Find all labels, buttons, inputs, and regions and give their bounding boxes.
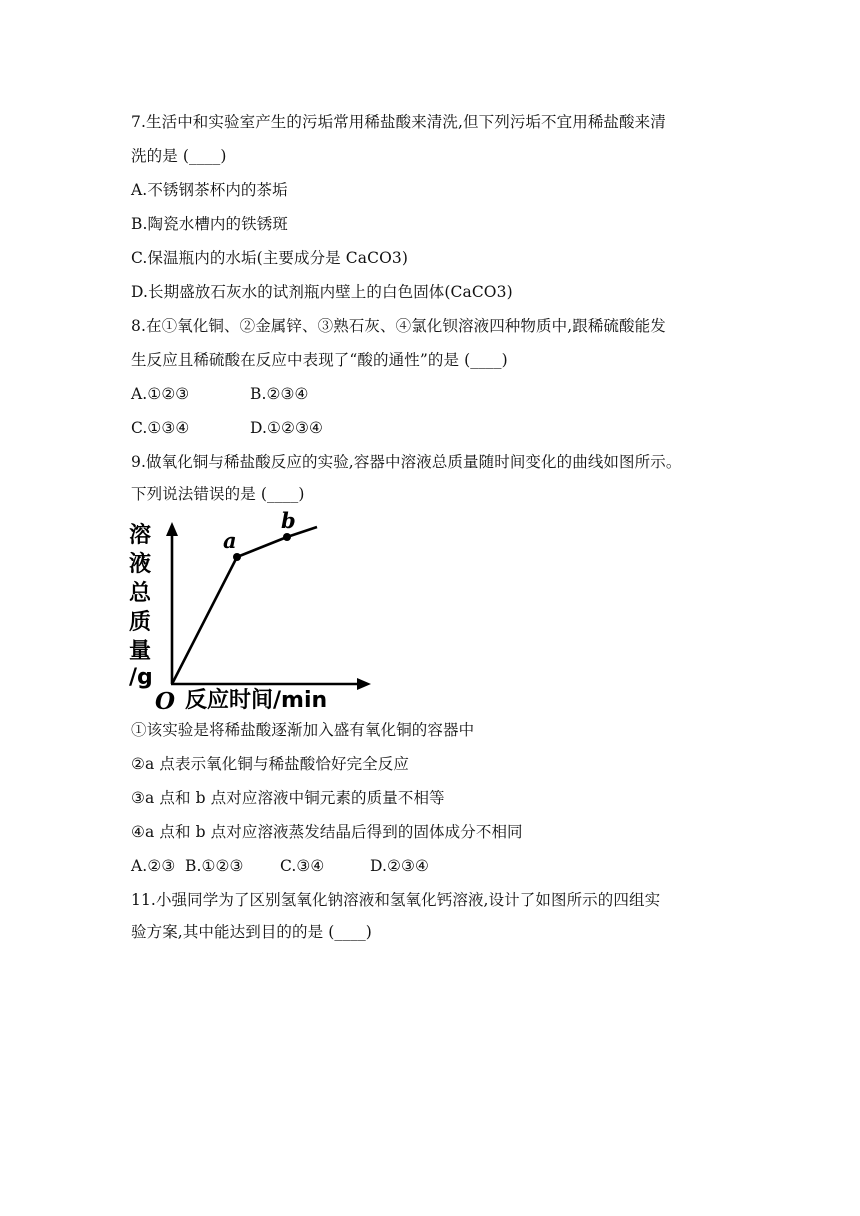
q8-option-c: C.①③④ <box>131 419 190 437</box>
q11-stem-line2: 验方案,其中能达到目的的是 (____) <box>131 923 372 941</box>
point-a <box>233 553 241 561</box>
y-label-char: 量 <box>129 639 152 664</box>
q9-option-d: D.②③④ <box>370 857 429 875</box>
q7-option-a: A.不锈钢茶杯内的茶垢 <box>131 181 288 199</box>
q8-stem-line1: 8.在①氧化铜、②金属锌、③熟石灰、④氯化钡溶液四种物质中,跟稀硫酸能发 <box>131 317 666 335</box>
x-axis-label: 反应时间/min <box>185 688 328 713</box>
point-b <box>283 533 291 541</box>
q9-option-a: A.②③ <box>131 857 176 875</box>
x-axis-arrow <box>357 678 371 690</box>
q9-stem-line2: 下列说法错误的是 (____) <box>131 485 305 503</box>
q9-stem-line1: 9.做氧化铜与稀盐酸反应的实验,容器中溶液总质量随时间变化的曲线如图所示。 <box>131 453 682 471</box>
y-label-char: 质 <box>129 610 152 635</box>
q7-stem-line1: 7.生活中和实验室产生的污垢常用稀盐酸来清洗,但下列污垢不宜用稀盐酸来清 <box>131 113 666 131</box>
q7-option-b: B.陶瓷水槽内的铁锈斑 <box>131 215 288 233</box>
q8-option-d: D.①②③④ <box>250 419 323 437</box>
y-label-char: 溶 <box>129 523 152 548</box>
q9-statement-1: ①该实验是将稀盐酸逐渐加入盛有氧化铜的容器中 <box>131 721 475 739</box>
y-label-char: /g <box>129 665 153 690</box>
mass-time-chart <box>125 508 375 713</box>
q7-stem-line2: 洗的是 (____) <box>131 147 227 165</box>
y-axis-arrow <box>166 522 178 536</box>
q9-statement-4: ④a 点和 b 点对应溶液蒸发结晶后得到的固体成分不相同 <box>131 823 523 841</box>
q7-option-c: C.保温瓶内的水垢(主要成分是 CaCO3) <box>131 249 408 267</box>
q7-option-d: D.长期盛放石灰水的试剂瓶内壁上的白色固体(CaCO3) <box>131 283 513 301</box>
y-label-char: 总 <box>129 581 152 606</box>
point-a-label: a <box>223 528 237 553</box>
point-b-label: b <box>281 508 296 533</box>
mass-curve <box>172 527 317 684</box>
q8-option-b: B.②③④ <box>250 385 309 403</box>
origin-label: O <box>155 688 176 713</box>
q9-option-b: B.①②③ <box>185 857 244 875</box>
q9-statement-2: ②a 点表示氧化铜与稀盐酸恰好完全反应 <box>131 755 409 773</box>
q11-stem-line1: 11.小强同学为了区别氢氧化钠溶液和氢氧化钙溶液,设计了如图所示的四组实 <box>131 891 661 909</box>
q9-option-c: C.③④ <box>280 857 325 875</box>
q8-stem-line2: 生反应且稀硫酸在反应中表现了“酸的通性”的是 (____) <box>131 351 508 369</box>
y-label-char: 液 <box>129 552 152 577</box>
q8-option-a: A.①②③ <box>131 385 190 403</box>
q9-statement-3: ③a 点和 b 点对应溶液中铜元素的质量不相等 <box>131 789 445 807</box>
